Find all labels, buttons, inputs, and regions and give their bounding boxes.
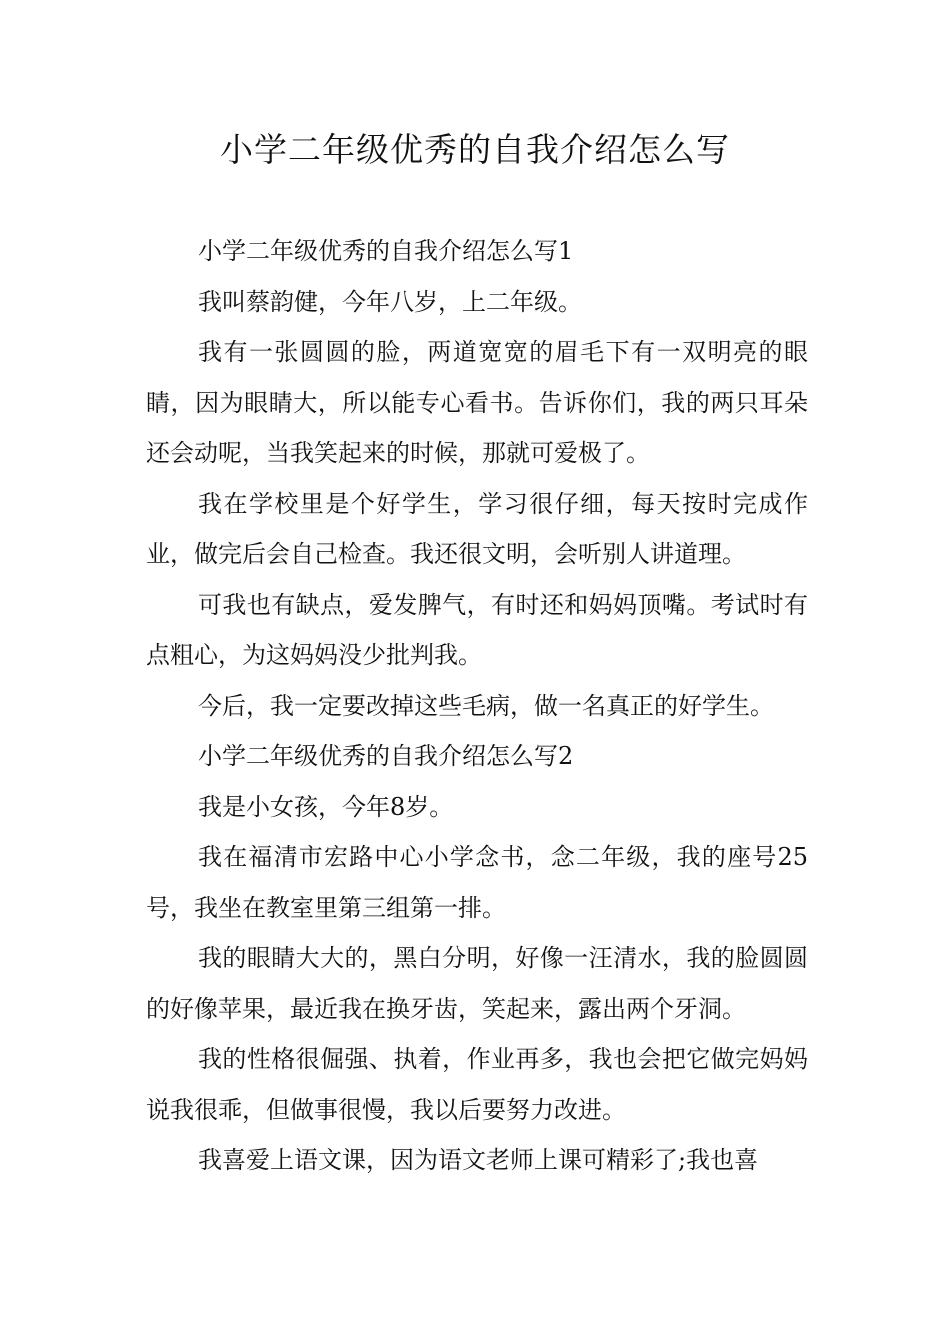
paragraph: 我是小女孩，今年8岁。 <box>198 792 454 821</box>
section-heading-1: 小学二年级优秀的自我介绍怎么写1 <box>198 237 574 265</box>
paragraph: 我的性格很倔强、执着，作业再多，我也会把它做完妈妈说我很乖，但做事很慢，我以后要努力改进。 <box>146 1045 808 1124</box>
paragraph: 我的眼睛大大的，黑白分明，好像一汪清水，我的脸圆圆的好像苹果，最近我在换牙齿，笑起来，露出两个牙洞。 <box>146 944 808 1023</box>
section-heading-2: 小学二年级优秀的自我介绍怎么写2 <box>198 742 574 770</box>
document-title: 小学二年级优秀的自我介绍怎么写 <box>220 130 730 169</box>
paragraph: 今后，我一定要改掉这些毛病，做一名真正的好学生。 <box>198 691 774 720</box>
paragraph: 可我也有缺点，爱发脾气，有时还和妈妈顶嘴。考试时有点粗心，为这妈妈没少批判我。 <box>146 590 808 669</box>
paragraph: 我在福清市宏路中心小学念书，念二年级，我的座号25号，我坐在教室里第三组第一排。 <box>146 843 808 922</box>
document-body <box>146 226 808 1186</box>
paragraph: 我叫蔡韵健，今年八岁，上二年级。 <box>198 287 582 316</box>
paragraph: 我有一张圆圆的脸，两道宽宽的眉毛下有一双明亮的眼睛，因为眼睛大，所以能专心看书。告诉你们，我的两只耳朵还会动呢，当我笑起来的时候，那就可爱极了。 <box>146 338 808 467</box>
paragraph: 我在学校里是个好学生，学习很仔细，每天按时完成作业，做完后会自己检查。我还很文明，会听别人讲道理。 <box>146 489 808 568</box>
paragraph: 我喜爱上语文课，因为语文老师上课可精彩了;我也喜 <box>198 1146 759 1174</box>
